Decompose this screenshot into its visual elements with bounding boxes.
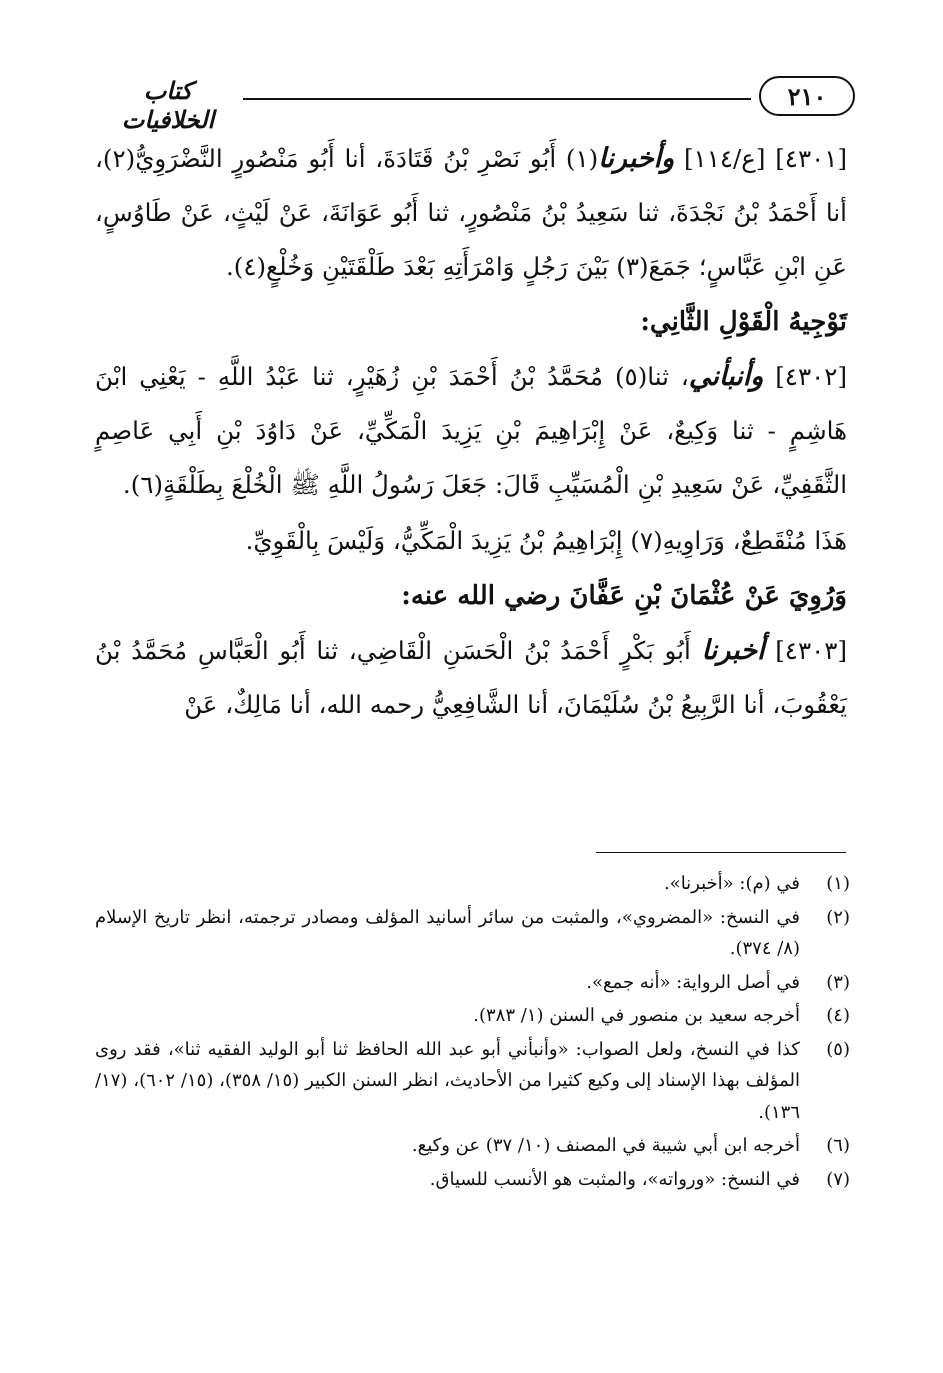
hadith-4301: [95, 132, 847, 294]
main-text: [95, 132, 847, 732]
header-rule: [243, 98, 751, 100]
hadith-text: أَبُو بَكْرٍ أَحْمَدُ بْنُ الْحَسَنِ الْقَاضِي، ثنا أَبُو الْعَبَّاسِ مُحَمَّدُ بْنُ يَعْقُوبَ، أنا الرَّبِيعُ بْنُ سُلَيْمَانَ، أنا الشَّافِعِيُّ رحمه الله، أنا مَالِكٌ، عَنْ: [95, 636, 847, 719]
footnote-text: في (م): «أخبرنا».: [663, 873, 800, 894]
footnote-text: أخرجه سعيد بن منصور في السنن (١/ ٣٨٣).: [473, 1005, 800, 1026]
footnote: [95, 967, 850, 999]
hadith-4303: [95, 624, 847, 732]
footnote: [95, 1034, 850, 1129]
footnote-mark: (٢): [826, 906, 850, 928]
footnote-mark: (١): [826, 873, 850, 894]
page-number: ٢١٠: [759, 76, 855, 116]
hadith-4302: [95, 350, 847, 512]
section-heading: تَوْجِيهُ الْقَوْلِ الثَّانِي:: [640, 307, 847, 337]
footnote-mark: (٤): [826, 1005, 850, 1026]
hadith-number: [٤٣٠٢]: [775, 362, 847, 391]
footnote-text: في النسخ: «ورواته»، والمثبت هو الأنسب للسياق.: [429, 1168, 800, 1190]
page-header: [95, 74, 855, 134]
footnote-mark: (٥): [826, 1038, 850, 1060]
footnote: [95, 868, 850, 900]
footnote: [95, 1164, 850, 1196]
hadith-lead-word: وأخبرنا: [598, 143, 675, 174]
footnote-mark: (٣): [826, 971, 850, 993]
book-title: كتاب الخلافيات: [121, 76, 215, 134]
footnote-text: كذا في النسخ، ولعل الصواب: «وأنبأني أبو عبد الله الحافظ ثنا أبو الوليد الفقيه ثنا»، فقد روى المؤلف بهذا الإسناد إلى وكيع كثيرا من الأحاديث، انظر السنن الكبير (١٥/ ٣٥٨)، (١٥/ ٦٠٢)، (١٧/ ١٣٦).: [95, 1038, 800, 1123]
footnote-mark: (٦): [826, 1135, 850, 1156]
manuscript-ref: [ع/١١٤]: [683, 144, 766, 173]
hadith-text: ، ثنا(٥) مُحَمَّدُ بْنُ أَحْمَدَ بْنِ زُهَيْرٍ، ثنا عَبْدُ اللَّهِ - يَعْنِي ابْنَ هَاشِمٍ - ثنا وَكِيعٌ، عَنْ إِبْرَاهِيمَ بْنِ يَزِيدَ الْمَكِّيِّ، عَنْ دَاوُدَ بْنِ أَبِي عَاصِمٍ الثَّقَفِيِّ، عَنْ سَعِيدِ بْنِ الْمُسَيِّبِ قَالَ: جَعَلَ رَسُولُ اللَّهِ ﷺ الْخُلْعَ بِطَلْقَةٍ(٦).: [95, 362, 847, 499]
hadith-lead-word: وأنبأني: [688, 361, 764, 392]
hadith-number: [٤٣٠١]: [775, 144, 847, 173]
commentary: هَذَا مُنْقَطِعٌ، وَرَاوِيهِ(٧) إِبْرَاهِيمُ بْنُ يَزِيدَ الْمَكِّيُّ، وَلَيْسَ بِالْقَوِيِّ.: [245, 526, 847, 555]
footnote-separator: [596, 852, 846, 853]
footnote: [95, 1000, 850, 1032]
footnote-text: أخرجه ابن أبي شيبة في المصنف (١٠/ ٣٧) عن وكيع.: [411, 1135, 800, 1156]
footnote-mark: (٧): [826, 1168, 850, 1190]
footnote: [95, 902, 850, 965]
footnotes: [95, 868, 850, 1197]
hadith-lead-word: أخبرنا: [701, 635, 765, 666]
footnote-text: في النسخ: «المضروي»، والمثبت من سائر أسانيد المؤلف ومصادر ترجمته، انظر تاريخ الإسلام (٨/ ٣٧٤).: [95, 906, 800, 959]
footnote-text: في أصل الرواية: «أنه جمع».: [586, 971, 800, 993]
footnote: [95, 1130, 850, 1162]
hadith-number: [٤٣٠٣]: [775, 636, 847, 665]
hadith-text: (١) أَبُو نَصْرِ بْنُ قَتَادَةَ، أنا أَبُو مَنْصُورٍ النَّضْرَوِيُّ(٢)، أنا أَحْمَدُ بْنُ نَجْدَةَ، ثنا سَعِيدُ بْنُ مَنْصُورٍ، ثنا أَبُو عَوَانَةَ، عَنْ لَيْثٍ، عَنْ طَاوُسٍ، عَنِ ابْنِ عَبَّاسٍ؛ جَمَعَ(٣) بَيْنَ رَجُلٍ وَامْرَأَتِهِ بَعْدَ طَلْقَتَيْنِ وَخُلْعٍ(٤).: [95, 144, 847, 281]
section-heading: وَرُوِيَ عَنْ عُثْمَانَ بْنِ عَفَّانَ رضي الله عنه:: [401, 581, 847, 611]
